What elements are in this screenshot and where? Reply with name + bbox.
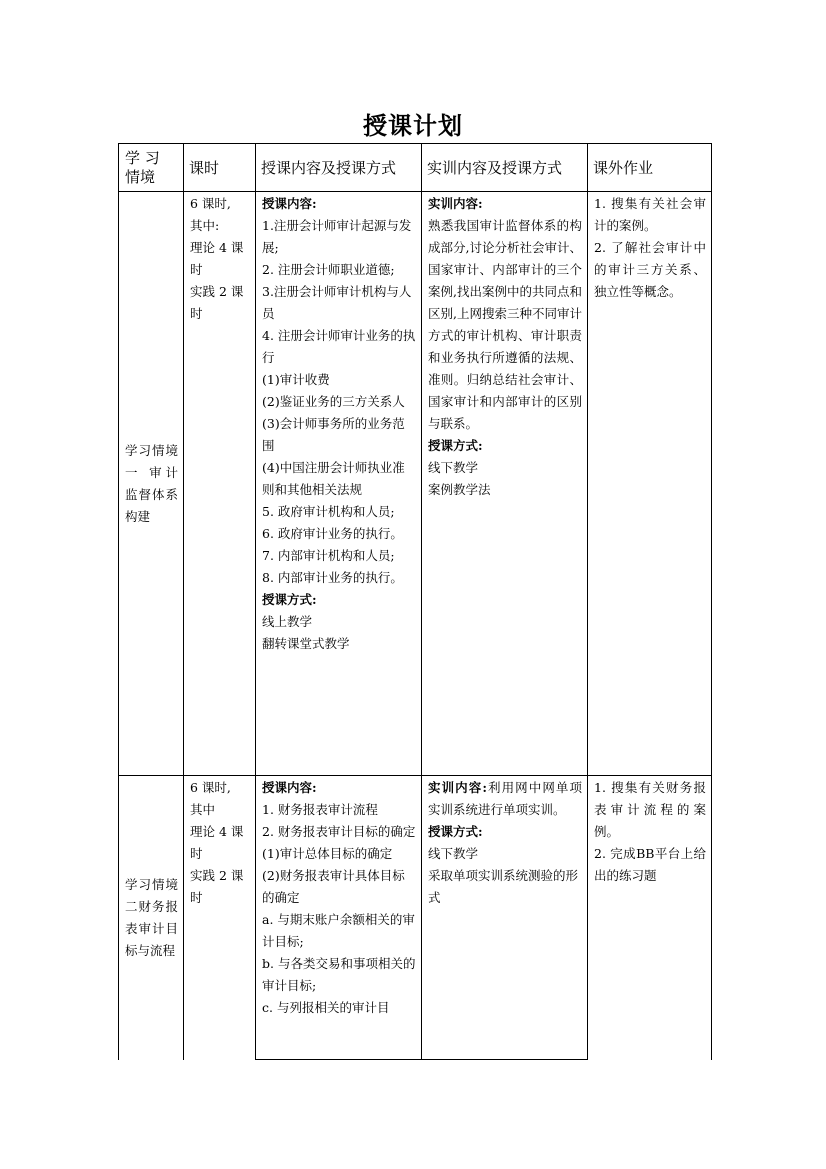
header-training: 实训内容及授课方式 bbox=[422, 144, 588, 192]
training-text: 利用网中网单项实训系统进行单项实训。 bbox=[428, 780, 582, 817]
header-hours: 课时 bbox=[184, 144, 256, 192]
training-method: 线下教学 bbox=[428, 460, 479, 475]
teaching-item: 7. 内部审计机构和人员; bbox=[262, 548, 395, 563]
training-intro bbox=[428, 777, 582, 821]
teaching-label: 授课内容: bbox=[262, 780, 317, 795]
hours-line: 其中 bbox=[190, 802, 216, 817]
hours-line: 实践 2 课 bbox=[190, 284, 244, 299]
hours-line: 6 课时, bbox=[190, 196, 231, 211]
hours-cell bbox=[184, 192, 256, 776]
training-method-label: 授课方式: bbox=[428, 438, 483, 453]
teaching-item: 8. 内部审计业务的执行。 bbox=[262, 570, 403, 585]
homework-item: 1. 搜集有关财务报表审计流程的案例。 bbox=[594, 780, 706, 839]
homework-cell bbox=[588, 192, 712, 776]
hours-line: 理论 4 课 bbox=[190, 824, 244, 839]
teaching-label: 授课内容: bbox=[262, 196, 317, 211]
teaching-item: 2. 财务报表审计目标的确定 bbox=[262, 824, 416, 839]
teaching-item: (3)会计师事务所的业务范围 bbox=[262, 416, 405, 453]
hours-cell bbox=[184, 776, 256, 1060]
hours-line: 实践 2 课 bbox=[190, 868, 244, 883]
teaching-item: 4. 注册会计师审计业务的执行 bbox=[262, 328, 416, 365]
teaching-item: (1)审计收费 bbox=[262, 372, 330, 387]
training-method-label: 授课方式: bbox=[428, 824, 483, 839]
header-situation bbox=[119, 144, 184, 192]
situation-cell: 学习情境一 审计监督体系构建 bbox=[119, 192, 184, 776]
header-teaching: 授课内容及授课方式 bbox=[256, 144, 422, 192]
training-text: 熟悉我国审计监督体系的构成部分,讨论分析社会审计、国家审计、内部审计的三个案例,找出案例中的共同点和区别,上网搜索三种不同审计方式的审计机构、审计职责和业务执行所遵循的法规、准则。归纳总结社会审计、国家审计和内部审计的区别与联系。 bbox=[428, 218, 582, 431]
teaching-method: 线上教学 bbox=[262, 614, 313, 629]
table-row bbox=[119, 192, 712, 776]
hours-line: 时 bbox=[190, 306, 203, 321]
teaching-item: 5. 政府审计机构和人员; bbox=[262, 504, 395, 519]
homework-cell bbox=[588, 776, 712, 1060]
header-situation-text: 学 习 情境 bbox=[125, 148, 160, 186]
teaching-cell bbox=[256, 776, 422, 1060]
teaching-item: (4)中国注册会计师执业准则和其他相关法规 bbox=[262, 460, 405, 497]
training-cell bbox=[422, 776, 588, 1060]
training-cell bbox=[422, 192, 588, 776]
hours-line: 理论 4 课 bbox=[190, 240, 244, 255]
teaching-item: (2)鉴证业务的三方关系人 bbox=[262, 394, 405, 409]
header-homework: 课外作业 bbox=[588, 144, 712, 192]
lesson-plan-table bbox=[118, 143, 712, 1060]
hours-line: 6 课时, bbox=[190, 780, 231, 795]
hours-line: 其中: bbox=[190, 218, 220, 233]
teaching-item: b. 与各类交易和事项相关的审计目标; bbox=[262, 956, 416, 993]
situation-cell: 学习情境二财务报表审计目标与流程 bbox=[119, 776, 184, 1060]
training-label: 实训内容: bbox=[428, 780, 487, 795]
teaching-item: (1)审计总体目标的确定 bbox=[262, 846, 393, 861]
teaching-item: 3.注册会计师审计机构与人员 bbox=[262, 284, 412, 321]
training-label: 实训内容: bbox=[428, 196, 483, 211]
training-method: 线下教学 bbox=[428, 846, 479, 861]
hours-line: 时 bbox=[190, 262, 203, 277]
teaching-method: 翻转课堂式教学 bbox=[262, 636, 350, 651]
teaching-item: c. 与列报相关的审计目 bbox=[262, 1000, 390, 1015]
teaching-item: a. 与期末账户余额相关的审计目标; bbox=[262, 912, 415, 949]
teaching-cell bbox=[256, 192, 422, 776]
teaching-item: (2)财务报表审计具体目标的确定 bbox=[262, 868, 405, 905]
training-method: 采取单项实训系统测验的形式 bbox=[428, 868, 579, 905]
teaching-item: 1. 财务报表审计流程 bbox=[262, 802, 378, 817]
hours-line: 时 bbox=[190, 890, 203, 905]
hours-line: 时 bbox=[190, 846, 203, 861]
table-row bbox=[119, 776, 712, 1060]
homework-item: 1. 搜集有关社会审计的案例。 bbox=[594, 196, 706, 233]
page-title: 授课计划 bbox=[363, 112, 463, 140]
teaching-item: 6. 政府审计业务的执行。 bbox=[262, 526, 403, 541]
homework-item: 2. 了解社会审计中的审计三方关系、独立性等概念。 bbox=[594, 240, 706, 299]
training-method: 案例教学法 bbox=[428, 482, 491, 497]
homework-item: 2. 完成BB平台上给出的练习题 bbox=[594, 846, 706, 883]
teaching-method-label: 授课方式: bbox=[262, 592, 317, 607]
teaching-item: 2. 注册会计师职业道德; bbox=[262, 262, 395, 277]
table-header-row bbox=[119, 144, 712, 192]
teaching-item: 1.注册会计师审计起源与发展; bbox=[262, 218, 412, 255]
